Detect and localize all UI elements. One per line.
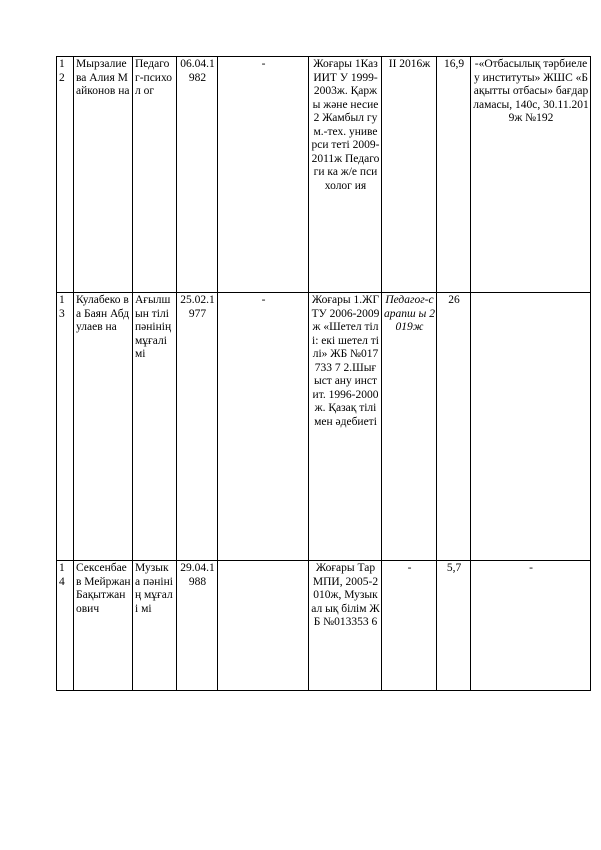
employee-position: Ағылш ын тілі пәнінің мұғалі мі [133, 293, 177, 561]
education-cell: Жоғары 1.ЖГТУ 2006-2009ж «Шетел тілі: екі шетел тілі» ЖБ №017733 7 2.Шығыст ану инстит. 1996-2000ж. Қазақ тілі мен әдебиеті [309, 293, 382, 561]
employee-name: Мырзалие ва Алия Майконов на [74, 57, 133, 293]
experience-cell: 5,7 [437, 561, 471, 691]
table-row [57, 561, 591, 691]
employee-position: Музык а пәнінің мұғалі мі [133, 561, 177, 691]
table-row [57, 57, 591, 293]
table-row [57, 293, 591, 561]
birth-date: 25.02.1 977 [177, 293, 218, 561]
education-cell: Жоғары 1КазИИТ У 1999-2003ж. Қаржы және несие 2 Жамбыл гум.-тех. универси теті 2009-2011ж Педагоги ка ж/е психолог ия [309, 57, 382, 293]
courses-cell: -«Отбасылық тәрбиелеу институты» ЖШС «Бақытты отбасы» бағдарламасы, 140с, 30.11.2019ж №192 [471, 57, 591, 293]
qualification-cell: II 2016ж [382, 57, 437, 293]
row-number: 1 2 [57, 57, 74, 293]
education-cell: Жоғары ТарМПИ, 2005-2010ж, Музыкал ық білім ЖБ №013353 6 [309, 561, 382, 691]
birth-date: 06.04.1 982 [177, 57, 218, 293]
qualification-cell: - [382, 561, 437, 691]
birth-date: 29.04.1 988 [177, 561, 218, 691]
row-number: 1 3 [57, 293, 74, 561]
employee-position: Педаго г-психол ог [133, 57, 177, 293]
category-cell [218, 561, 309, 691]
experience-cell: 26 [437, 293, 471, 561]
category-cell: - [218, 57, 309, 293]
experience-cell: 16,9 [437, 57, 471, 293]
employee-name: Сексенбае в Мейржан Бақытжан ович [74, 561, 133, 691]
employee-name: Кулабеко ва Баян Абдулаев на [74, 293, 133, 561]
courses-cell: - [471, 561, 591, 691]
qualification-cell: Педагог-сарапш ы 2019ж [382, 293, 437, 561]
courses-cell [471, 293, 591, 561]
category-cell: - [218, 293, 309, 561]
row-number: 1 4 [57, 561, 74, 691]
staff-table [56, 56, 591, 691]
